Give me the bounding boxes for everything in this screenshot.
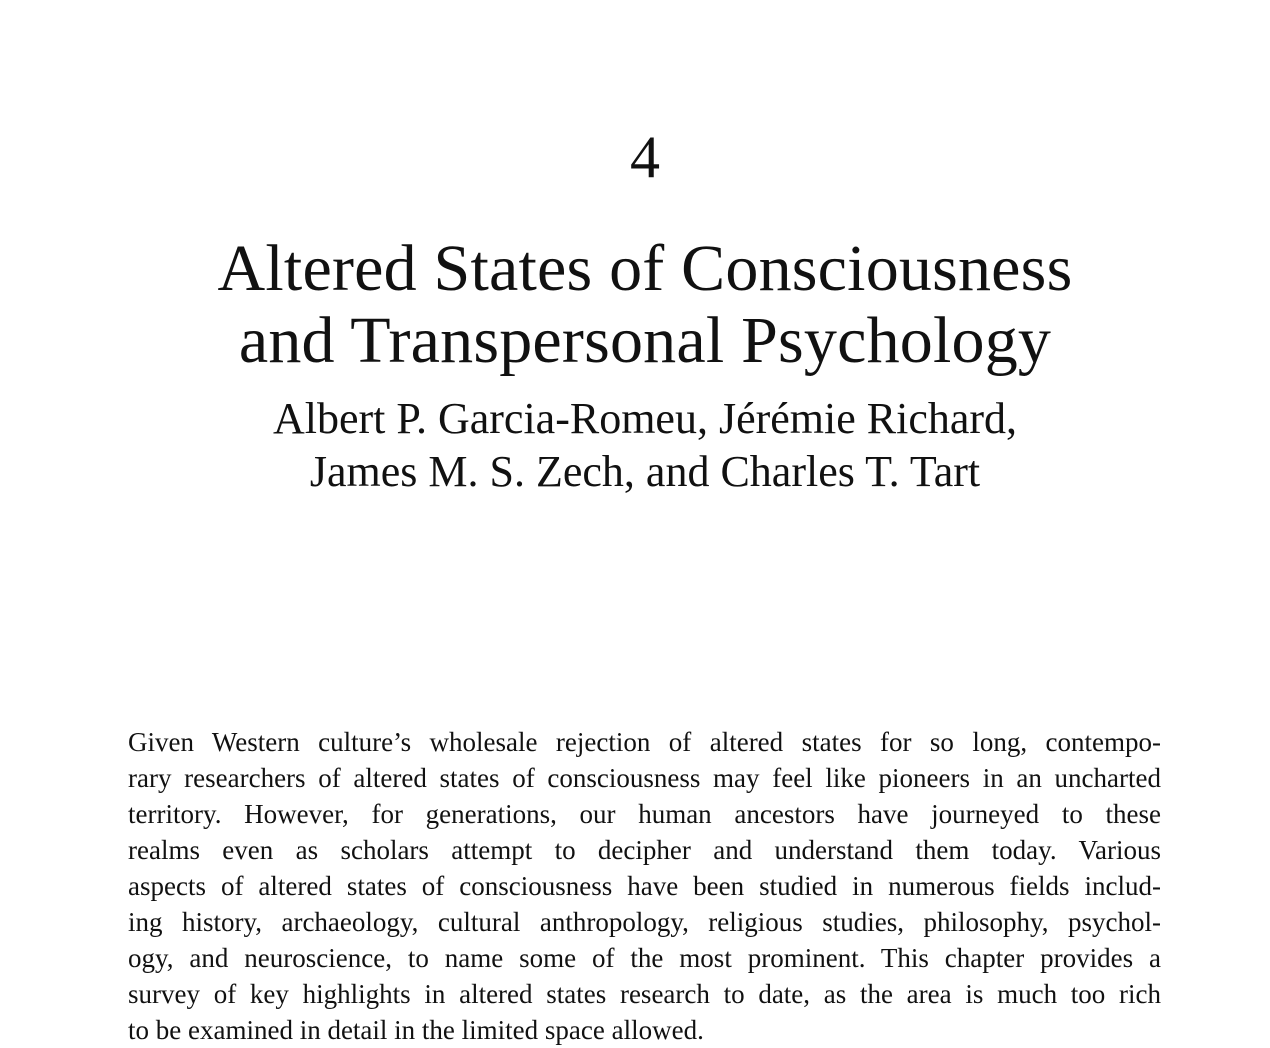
paragraph-line: Given Western culture’s wholesale rejection of altered states for so long, contempo- [128, 727, 1161, 757]
chapter-authors [0, 392, 1270, 498]
paragraph-line: territory. However, for generations, our human ancestors have journeyed to these [128, 799, 1161, 829]
authors-line: James M. S. Zech, and Charles T. Tart [309, 447, 981, 496]
paragraph-line: ing history, archaeology, cultural anthropology, religious studies, philosophy, psychol- [128, 907, 1161, 937]
chapter-number: 4 [630, 124, 660, 190]
body-paragraph [128, 724, 1161, 1048]
paragraph-line: ogy, and neuroscience, to name some of the most prominent. This chapter provides a [128, 943, 1161, 973]
paragraph-line: to be examined in detail in the limited space allowed. [128, 1015, 704, 1045]
paragraph-line: rary researchers of altered states of consciousness may feel like pioneers in an uncharted [128, 763, 1161, 793]
chapter-title [0, 233, 1270, 377]
paragraph-line: survey of key highlights in altered states research to date, as the area is much too rich [128, 979, 1161, 1009]
paragraph-line: realms even as scholars attempt to decipher and understand them today. Various [128, 835, 1161, 865]
chapter-title-line: and Transpersonal Psychology [238, 304, 1052, 377]
authors-line: Albert P. Garcia-Romeu, Jérémie Richard, [272, 394, 1018, 443]
paragraph-line: aspects of altered states of consciousness have been studied in numerous fields includ- [128, 871, 1161, 901]
chapter-title-line: Altered States of Consciousness [217, 232, 1073, 305]
